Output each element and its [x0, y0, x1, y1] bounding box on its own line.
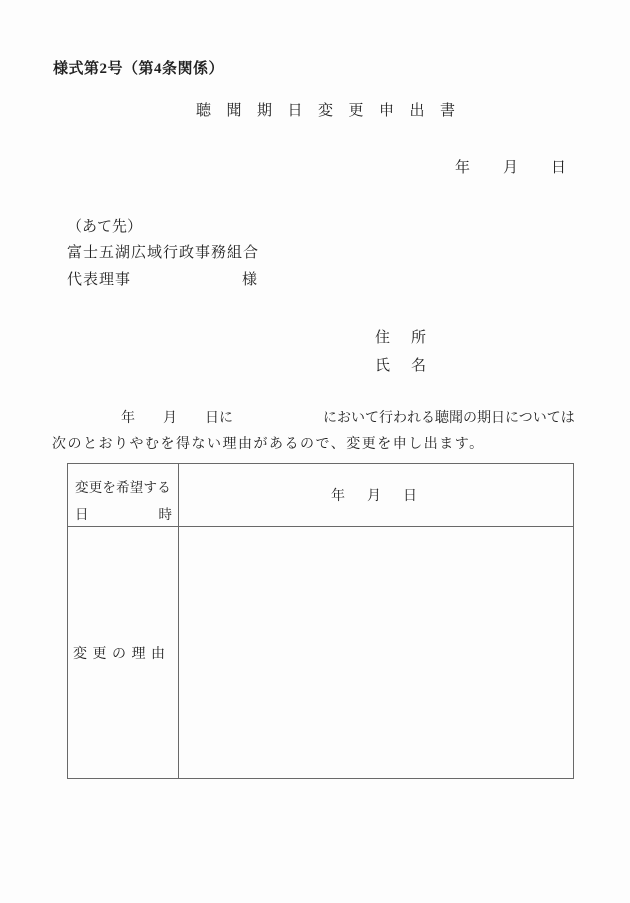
- desired-date-day-label: 日: [75, 507, 89, 522]
- desired-date-header-cell: [68, 464, 179, 527]
- request-table: [67, 463, 574, 779]
- desired-date-value: 年 月 日: [331, 489, 421, 504]
- addressee-representative: 代表理事: [67, 272, 132, 288]
- desired-date-time-label: 時: [158, 507, 172, 522]
- document-title: 聴聞期日変更申出書: [196, 103, 471, 119]
- desired-date-header-line2: [75, 503, 172, 523]
- addressee-label: （あて先）: [67, 219, 143, 235]
- desired-date-header-line1: 変更を希望する: [75, 480, 171, 495]
- body-line1-text: において行われる聴聞の期日については: [323, 411, 575, 426]
- reason-label: 変更の理由: [73, 646, 171, 662]
- form-number-text: 様式第2号（第4条関係）: [53, 61, 225, 77]
- body-hearing-date-blank: 年 月 日に: [121, 411, 233, 426]
- addressee-organization: 富士五湖広域行政事務組合: [67, 245, 260, 261]
- applicant-name-label: 氏 名: [375, 358, 430, 374]
- reason-label-cell: [68, 527, 179, 778]
- applicant-address-label: 住 所: [375, 330, 430, 346]
- body-line2-text: 次のとおりやむを得ない理由があるので、変更を申し出ます。: [52, 437, 485, 452]
- desired-date-value-cell: [179, 464, 573, 527]
- reason-value-cell: [179, 527, 573, 778]
- submission-date-line: 年 月 日: [455, 160, 568, 176]
- addressee-honorific: 様: [242, 272, 258, 288]
